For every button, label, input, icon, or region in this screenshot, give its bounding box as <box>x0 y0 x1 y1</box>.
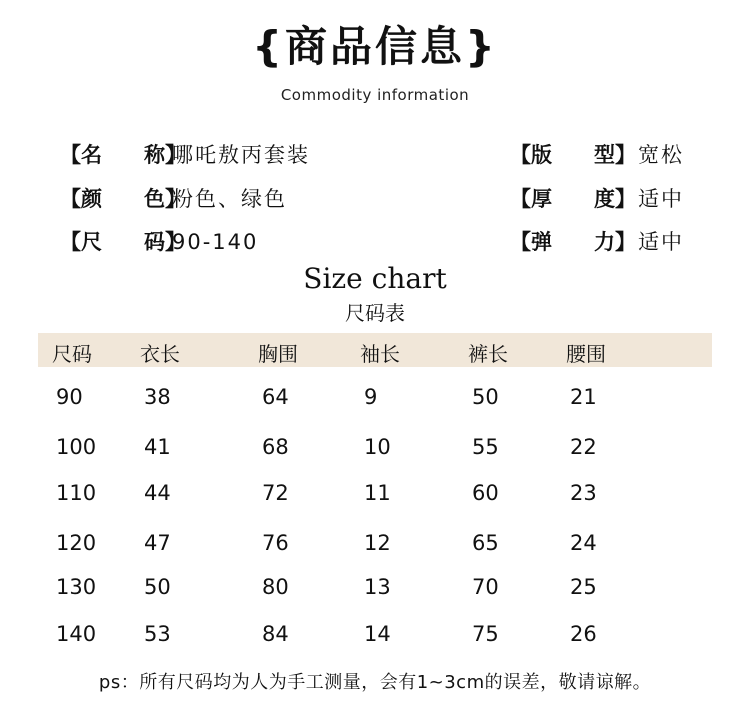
info-value: 适中 <box>638 187 684 211</box>
info-row-fit <box>510 139 684 169</box>
size-chart-subtitle: 尺码表 <box>345 301 405 325</box>
size-table-cell: 25 <box>570 575 597 599</box>
size-table-cell: 21 <box>570 385 597 409</box>
size-table-cell: 22 <box>570 435 597 459</box>
info-key: 【尺 码】 <box>60 230 186 254</box>
size-table-cell: 90 <box>56 385 83 409</box>
size-table-cell: 24 <box>570 531 597 555</box>
info-value: 宽松 <box>638 143 684 167</box>
size-table-cell: 38 <box>144 385 171 409</box>
info-row-thickness <box>510 183 684 213</box>
size-table-cell: 9 <box>364 385 378 409</box>
measurement-note: ps：所有尺码均为人为手工测量，会有1~3cm的误差，敬请谅解。 <box>98 672 652 693</box>
info-row-color <box>60 183 287 213</box>
info-row-elasticity <box>510 226 684 256</box>
size-table-cell: 84 <box>262 622 289 646</box>
size-table-cell: 110 <box>56 481 97 505</box>
size-table-header-cell: 袖长 <box>360 342 400 366</box>
size-table-header-cell: 胸围 <box>258 342 298 366</box>
info-value: 90-140 <box>172 230 259 254</box>
size-table-header-cell: 衣长 <box>140 342 180 366</box>
size-table-cell: 41 <box>144 435 171 459</box>
size-table-cell: 120 <box>56 531 97 555</box>
info-key: 【名 称】 <box>60 143 186 167</box>
size-table-cell: 76 <box>262 531 289 555</box>
info-key: 【颜 色】 <box>60 187 186 211</box>
page-title: {商品信息} <box>252 22 498 71</box>
size-table-cell: 14 <box>364 622 391 646</box>
info-row-size <box>60 226 258 256</box>
size-table-cell: 72 <box>262 481 289 505</box>
size-table-cell: 13 <box>364 575 391 599</box>
info-key: 【版 型】 <box>510 143 636 167</box>
page-subtitle: Commodity information <box>280 86 470 104</box>
info-value: 适中 <box>638 230 684 254</box>
size-table-header-cell: 尺码 <box>52 342 92 366</box>
info-row-name <box>60 139 310 169</box>
size-table-cell: 12 <box>364 531 391 555</box>
size-table-header-cell: 腰围 <box>566 342 606 366</box>
size-table-cell: 100 <box>56 435 97 459</box>
size-table-cell: 53 <box>144 622 171 646</box>
size-chart-title: Size chart <box>303 262 447 295</box>
size-table-cell: 60 <box>472 481 499 505</box>
size-table-cell: 75 <box>472 622 499 646</box>
size-table-cell: 65 <box>472 531 499 555</box>
size-table-cell: 26 <box>570 622 597 646</box>
size-table-cell: 47 <box>144 531 171 555</box>
size-table-cell: 68 <box>262 435 289 459</box>
size-table-cell: 80 <box>262 575 289 599</box>
size-table-cell: 44 <box>144 481 171 505</box>
size-table-cell: 130 <box>56 575 97 599</box>
size-table-cell: 140 <box>56 622 97 646</box>
size-table-cell: 11 <box>364 481 391 505</box>
size-table-cell: 50 <box>144 575 171 599</box>
info-value: 粉色、绿色 <box>172 187 287 211</box>
size-table-cell: 70 <box>472 575 499 599</box>
size-table-header-cell: 裤长 <box>468 342 508 366</box>
info-key: 【厚 度】 <box>510 187 636 211</box>
size-table-cell: 10 <box>364 435 391 459</box>
size-table-cell: 50 <box>472 385 499 409</box>
size-table-cell: 23 <box>570 481 597 505</box>
size-table-cell: 64 <box>262 385 289 409</box>
info-value: 哪吒敖丙套装 <box>172 143 310 167</box>
size-table-cell: 55 <box>472 435 499 459</box>
info-key: 【弹 力】 <box>510 230 636 254</box>
